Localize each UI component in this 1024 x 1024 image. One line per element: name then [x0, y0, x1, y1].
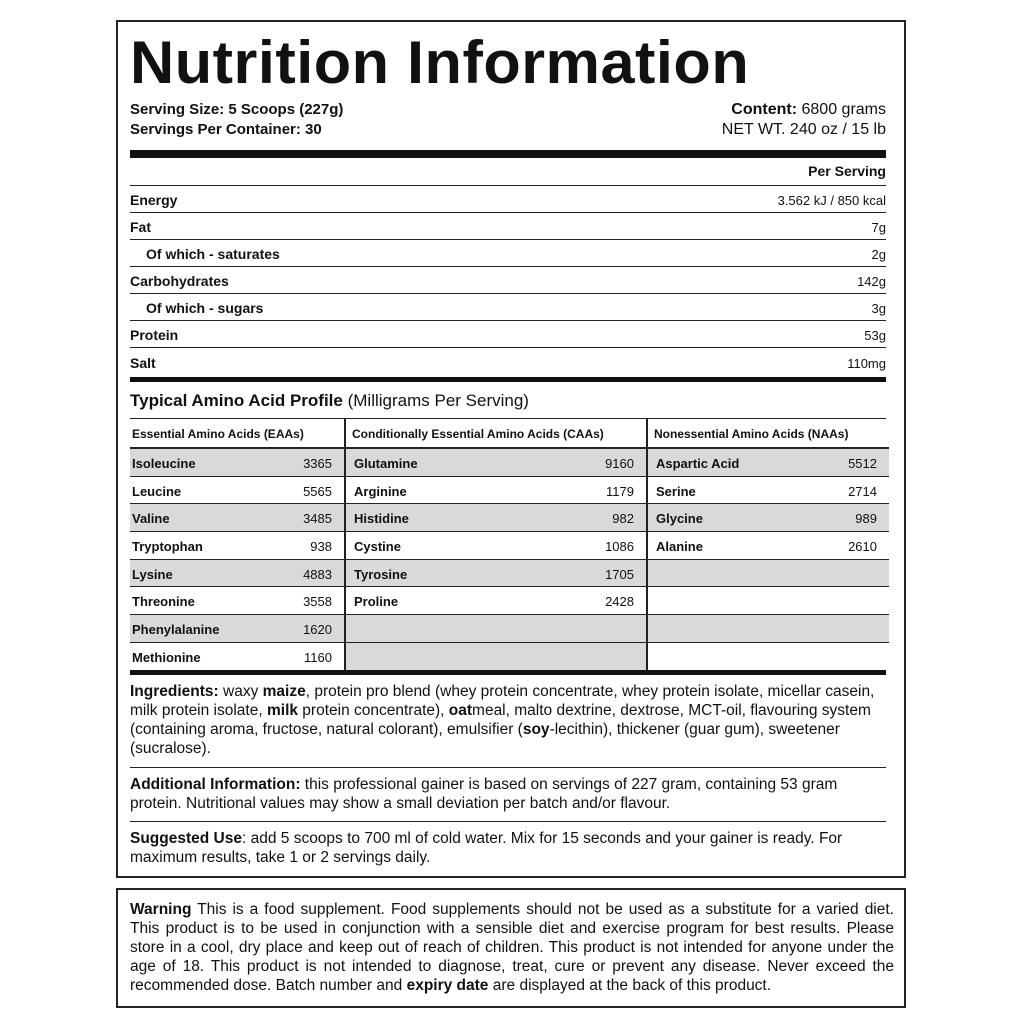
ingredients-heading: Ingredients: — [130, 683, 219, 700]
nutrient-row-protein — [130, 321, 886, 348]
content-value: 6800 grams — [801, 101, 886, 118]
expiry-date-emphasis: expiry date — [406, 977, 489, 994]
nutrient-row-salt — [130, 348, 886, 375]
serving-info — [130, 100, 343, 140]
nutrient-value: 7g — [871, 220, 886, 235]
table-row-empty — [648, 643, 889, 671]
amino-name: Tyrosine — [354, 566, 408, 582]
table-row — [648, 449, 889, 477]
divider-thick — [130, 377, 886, 382]
amino-value: 2610 — [848, 539, 877, 555]
caa-header: Conditionally Essential Amino Acids (CAAs) — [346, 419, 646, 449]
amino-name: Proline — [354, 594, 399, 610]
amino-value: 989 — [855, 511, 877, 527]
amino-value: 3365 — [303, 456, 332, 471]
additional-information — [130, 775, 888, 813]
amino-name: Phenylalanine — [132, 622, 220, 638]
content-info — [722, 100, 886, 140]
amino-value: 1620 — [303, 622, 332, 638]
page-title: Nutrition Information — [130, 29, 750, 96]
suggested-heading: Suggested Use — [130, 830, 242, 847]
amino-name: Leucine — [132, 483, 182, 499]
ingredients-part: , protein pro blend (whey protein concentrate, whey protein isolate, micellar casein, milk protein isolate, — [130, 683, 875, 719]
nutrient-label: Protein — [130, 327, 179, 343]
table-row-empty — [648, 560, 889, 588]
per-serving-header: Per Serving — [808, 163, 886, 179]
table-row — [130, 587, 344, 615]
table-row — [130, 560, 344, 588]
allergen-maize: maize — [262, 683, 306, 700]
nutrient-row-sugars — [130, 294, 886, 321]
nutrient-value: 142g — [857, 274, 886, 289]
nutrient-row-fat — [130, 213, 886, 240]
table-row — [346, 532, 646, 560]
amino-value: 1086 — [605, 539, 634, 555]
eaa-column — [130, 419, 346, 672]
table-row — [130, 449, 344, 477]
additional-heading: Additional Information: — [130, 776, 301, 793]
amino-name: Threonine — [132, 594, 195, 610]
serving-size: Serving Size: 5 Scoops (227g) — [130, 101, 344, 118]
table-row — [130, 504, 344, 532]
amino-value: 2428 — [605, 594, 634, 610]
amino-name: Alanine — [656, 539, 703, 555]
additional-text: this professional gainer is based on servings of 227 gram, containing 53 gram protein. Nutritional values may show a small deviation per batch and/or flavour. — [130, 776, 838, 812]
table-row — [130, 615, 344, 643]
nutrient-row-saturates — [130, 240, 886, 267]
table-row-empty — [346, 643, 646, 671]
amino-acid-title — [130, 390, 529, 412]
divider-thick — [130, 670, 886, 675]
servings-per-container: Servings Per Container: 30 — [130, 121, 322, 138]
nutrient-value: 110mg — [847, 356, 886, 371]
amino-value: 938 — [310, 539, 332, 555]
table-row — [648, 532, 889, 560]
ingredients-text — [130, 682, 888, 758]
nutrition-panel — [116, 20, 906, 878]
nutrient-value: 53g — [864, 328, 886, 343]
amino-value: 3558 — [303, 594, 332, 610]
nutrient-label: Of which - saturates — [146, 246, 280, 262]
amino-name: Glutamine — [354, 456, 418, 471]
amino-value: 4883 — [303, 566, 332, 582]
amino-name: Serine — [656, 483, 696, 499]
amino-name: Valine — [132, 511, 170, 527]
table-row — [346, 477, 646, 505]
warning-panel — [116, 888, 906, 1008]
ingredients-part: meal, malto dextrine, dextrose, MCT-oil, flavouring system (containing aroma, fructose, natural colorant), emulsifier ( — [130, 702, 871, 738]
amino-value: 1160 — [304, 649, 332, 665]
amino-name: Cystine — [354, 539, 401, 555]
amino-value: 982 — [612, 511, 634, 527]
amino-value: 5565 — [303, 483, 332, 499]
amino-name: Lysine — [132, 566, 173, 582]
ingredients-part: protein concentrate), — [298, 702, 449, 719]
amino-acid-subtitle: (Milligrams Per Serving) — [347, 391, 529, 410]
nutrient-value: 3g — [871, 301, 886, 316]
nutrient-label: Of which - sugars — [146, 300, 264, 316]
amino-name: Isoleucine — [132, 456, 196, 471]
table-row-empty — [648, 587, 889, 615]
warning-heading: Warning — [130, 901, 192, 918]
allergen-milk: milk — [266, 702, 298, 719]
naa-column — [648, 419, 889, 672]
nutrient-row-energy — [130, 186, 886, 213]
caa-column — [346, 419, 648, 672]
eaa-header: Essential Amino Acids (EAAs) — [130, 419, 344, 449]
warning-part: This is a food supplement. Food supplements should not be used as a substitute for a varied diet. This product is to be used in conjunction with a sensible diet and exercise program for best results. Please store in a cool, dry place and keep out of reach of children. This product is not intended for anyone under the age of 18. This product is not intended to diagnose, treat, cure or prevent any disease. Never exceed the recommended dose. Batch number and — [130, 901, 894, 994]
table-row — [130, 477, 344, 505]
amino-value: 5512 — [848, 456, 877, 471]
amino-acid-heading: Typical Amino Acid Profile — [130, 391, 343, 410]
table-row — [648, 504, 889, 532]
warning-part: are displayed at the back of this product. — [488, 977, 772, 994]
table-row — [130, 643, 344, 671]
nutrient-label: Fat — [130, 219, 151, 235]
table-row — [346, 587, 646, 615]
suggested-text: : add 5 scoops to 700 ml of cold water. Mix for 15 seconds and your gainer is ready. For maximum results, take 1 or 2 servings daily. — [130, 830, 843, 866]
table-row — [648, 477, 889, 505]
divider-thick — [130, 150, 886, 158]
table-row — [346, 504, 646, 532]
table-row-empty — [648, 615, 889, 643]
divider — [130, 767, 886, 768]
amino-value: 3485 — [303, 511, 332, 527]
nutrient-label: Energy — [130, 192, 178, 208]
suggested-use — [130, 829, 888, 867]
nutrient-value: 3.562 kJ / 850 kcal — [777, 193, 886, 208]
amino-name: Arginine — [354, 483, 407, 499]
amino-name: Tryptophan — [132, 539, 203, 555]
ingredients-part: waxy — [218, 683, 263, 700]
allergen-oat: oat — [448, 702, 473, 719]
amino-value: 1705 — [605, 566, 634, 582]
allergen-soy: soy — [522, 721, 550, 738]
amino-name: Aspartic Acid — [656, 456, 740, 471]
nutrient-value: 2g — [871, 247, 886, 262]
nutrient-label: Salt — [130, 355, 156, 371]
amino-value: 1179 — [606, 483, 634, 499]
warning-text — [130, 900, 894, 995]
amino-value: 9160 — [605, 456, 634, 471]
table-row — [346, 449, 646, 477]
table-row-empty — [346, 615, 646, 643]
amino-acid-table — [130, 419, 889, 672]
net-weight: NET WT. 240 oz / 15 lb — [721, 121, 886, 138]
nutrient-label: Carbohydrates — [130, 273, 229, 289]
content-label: Content: — [731, 101, 798, 118]
amino-name: Glycine — [656, 511, 703, 527]
ingredients-part: -lecithin), thickener (guar gum), sweetener (sucralose). — [130, 721, 840, 757]
table-row — [130, 532, 344, 560]
nutrient-row-carbohydrates — [130, 267, 886, 294]
amino-value: 2714 — [848, 483, 877, 499]
divider — [130, 821, 886, 822]
naa-header: Nonessential Amino Acids (NAAs) — [648, 419, 889, 449]
amino-name: Methionine — [132, 649, 201, 665]
amino-name: Histidine — [354, 511, 409, 527]
table-row — [346, 560, 646, 588]
